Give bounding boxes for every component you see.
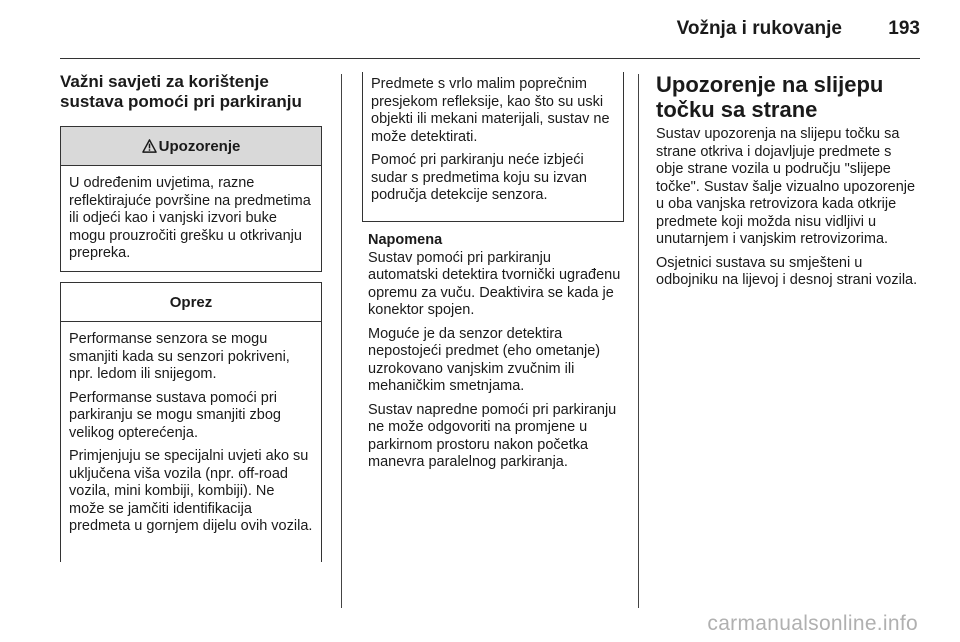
caution-box-header (61, 283, 321, 322)
body-paragraph: Sustav napredne pomoći pri parkiranju ne može odgovoriti na promjene u parkirnom prostoru nakon početka manevra paralelnog parkiranja. (368, 401, 617, 470)
section-title-parking-tips: Važni savjeti za korištenje sustava pomoći pri parkiranju (60, 72, 302, 111)
column-divider-1 (341, 74, 342, 608)
column-2 (362, 72, 624, 478)
page-number: 193 (888, 18, 920, 39)
body-paragraph: Moguće je da senzor detektira nepostojeći predmet (eho ometanje) uzrokovano vanjskim zvučnim ili mehaničkim smetnjama. (368, 325, 601, 394)
warning-box-title: Upozorenje (158, 137, 241, 155)
caution-paragraph: Primjenjuju se specijalni uvjeti ako su uključena viša vozila (npr. off-road vozila, mini kombiji, kombiji). Ne može se jamčiti identifikacija predmeta u gornjem dijelu ovih vozila. (69, 448, 313, 534)
watermark: carmanualsonline.info (707, 612, 918, 635)
warning-box-body (61, 166, 321, 273)
box-paragraph: Predmete s vrlo malim poprečnim presjekom refleksije, kao što su uski objekti ili mekani materijali, sustav ne može detektirati. (371, 76, 610, 145)
body-paragraph: Osjetnici sustava su smješteni u odbojniku na lijevoj i desnoj strani vozila. (656, 254, 918, 288)
header-title: Vožnja i rukovanje (676, 18, 842, 39)
note-text: Sustav pomoći pri parkiranju automatski detektira tvornički ugrađenu opremu za vuču. Deaktivira se kada je konektor spojen. (368, 249, 621, 318)
caution-paragraph: Performanse sustava pomoći pri parkiranju se mogu smanjiti zbog velikog opterećenja. (69, 389, 281, 441)
column-1 (60, 72, 322, 562)
notes-section (362, 232, 624, 472)
header-rule (60, 58, 920, 59)
column-divider-2 (638, 74, 639, 608)
caution-box-body (61, 322, 321, 546)
box-continuation (362, 72, 624, 222)
warning-box (60, 126, 322, 272)
caution-box (60, 282, 322, 562)
warning-box-header (61, 127, 321, 166)
caution-paragraph: Performanse senzora se mogu smanjiti kada su senzori pokriveni, npr. ledom ili snijegom. (69, 331, 290, 382)
note-label: Napomena (368, 232, 443, 248)
box-continuation-body (363, 72, 623, 215)
body-paragraph: Sustav upozorenja na slijepu točku sa strane otkriva i dojavljuje predmete s obje strane vozila u području "slijepe točke". Sustav šalje vizualno upozorenje u oba vanjska retrovizora kada otkrije predmete koji možda nisu vidljivi u unutarnjem i vanjskim retrovizorima. (656, 126, 916, 247)
column-3 (656, 72, 922, 296)
warning-triangle-icon (142, 139, 157, 153)
section-title-blind-spot: Upozorenje na slijepu točku sa strane (656, 72, 884, 122)
box-paragraph: Pomoć pri parkiranju neće izbjeći sudar s predmetima koju su izvan područja detekcije senzora. (371, 152, 587, 203)
caution-box-title: Oprez (169, 293, 213, 311)
warning-paragraph: U određenim uvjetima, razne reflektirajuće površine na predmetima ili odjeći kao i vanjski izvori buke mogu prouzročiti grešku u otkrivanju prepreka. (69, 175, 311, 261)
